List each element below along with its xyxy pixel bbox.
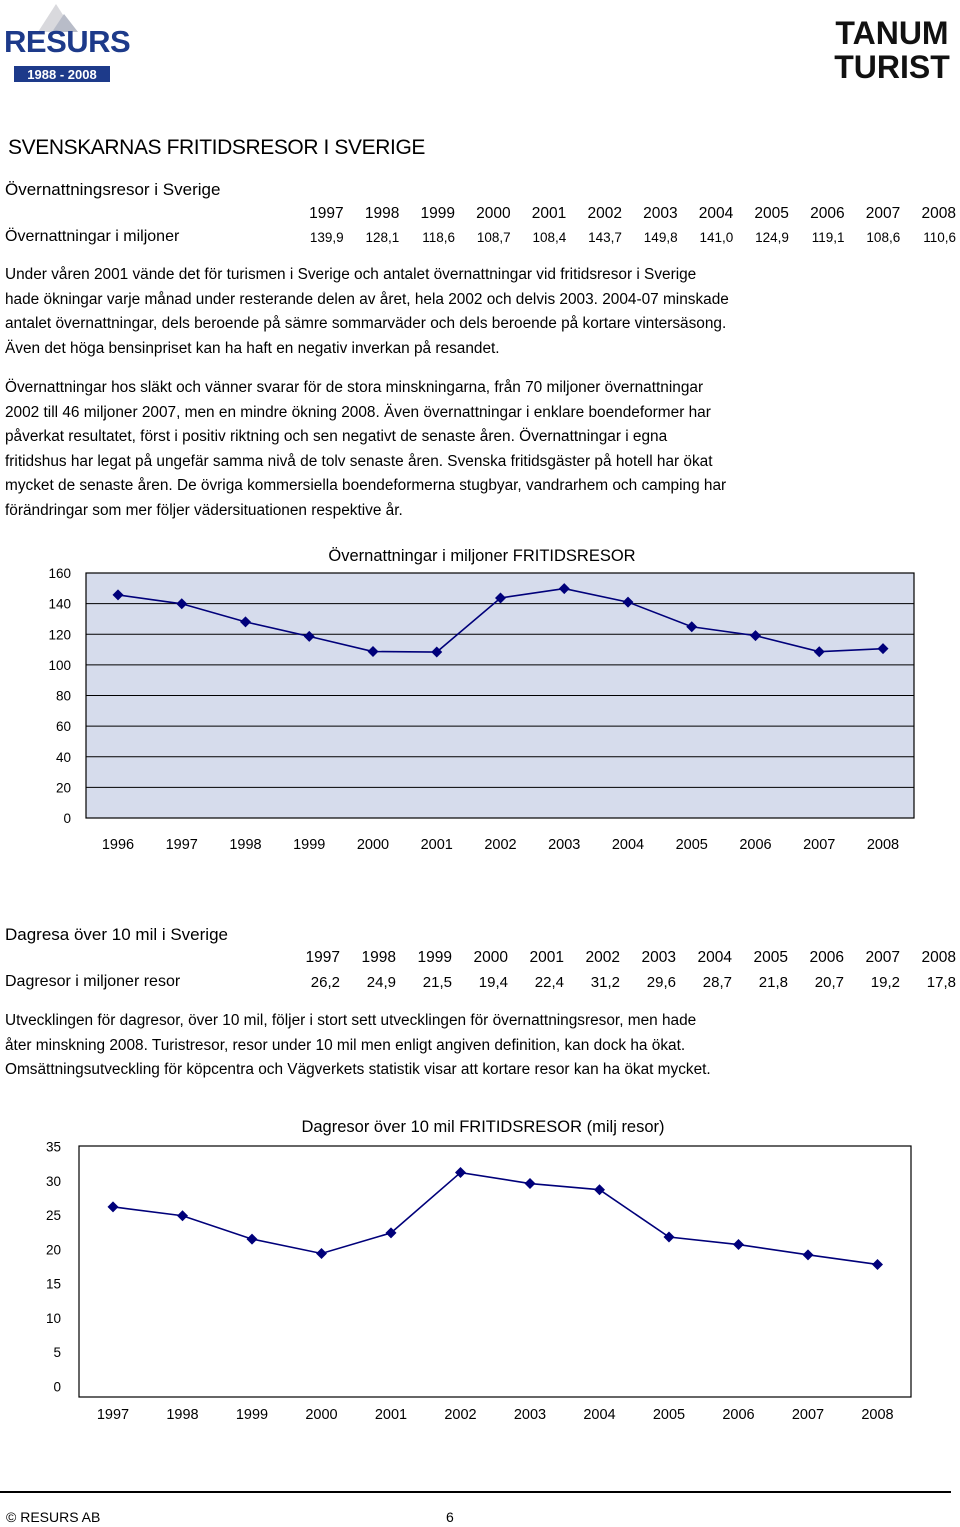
- year-cell: 1998: [361, 949, 396, 966]
- page-number: 6: [446, 1509, 454, 1525]
- year-cell: 2001: [529, 949, 564, 966]
- footer-copyright: © RESURS AB: [6, 1509, 101, 1525]
- y-tick-label: 0: [53, 1379, 61, 1395]
- x-tick-label: 2007: [803, 837, 836, 853]
- logo-turist-text: TURIST: [834, 49, 950, 85]
- x-tick-label: 1999: [293, 837, 326, 853]
- year-cell: 2002: [585, 949, 620, 966]
- x-tick-label: 1997: [96, 1407, 130, 1423]
- y-tick-label: 20: [55, 780, 71, 796]
- logo-resurs-text: RESURS: [4, 24, 131, 59]
- y-tick-label: 120: [48, 627, 71, 643]
- y-tick-label: 20: [45, 1242, 61, 1258]
- value-cell: 20,7: [814, 973, 844, 991]
- overnight-table: [0, 203, 956, 250]
- y-tick-label: 10: [45, 1310, 61, 1326]
- x-tick-label: 2000: [305, 1407, 338, 1423]
- x-tick-label: 2004: [583, 1407, 616, 1423]
- x-tick-label: 2003: [513, 1407, 547, 1423]
- year-cell: 2006: [809, 949, 844, 966]
- daytrip-table: [0, 947, 956, 995]
- table-header-row: [0, 203, 956, 224]
- y-tick-label: 100: [48, 657, 71, 673]
- y-tick-label: 60: [55, 719, 71, 735]
- y-tick-label: 40: [55, 749, 71, 765]
- value-cell: 21,5: [422, 973, 452, 991]
- y-tick-label: 25: [45, 1208, 61, 1224]
- x-tick-label: 2002: [444, 1407, 477, 1423]
- table-header-row: [0, 947, 956, 969]
- year-cell: 2007: [865, 949, 900, 966]
- chart1-x-ticks: [102, 837, 899, 853]
- x-tick-label: 2004: [611, 837, 645, 853]
- y-tick-label: 0: [63, 811, 71, 826]
- value-cell: 19,2: [870, 973, 900, 991]
- value-cell: 29,6: [646, 973, 676, 991]
- year-cell: 1997: [309, 204, 344, 222]
- year-cell: 2001: [531, 204, 567, 222]
- value-cell: 31,2: [590, 973, 620, 991]
- year-cell: 2008: [921, 949, 956, 966]
- value-cell: 139,9: [309, 229, 344, 245]
- y-tick-label: 80: [55, 688, 71, 704]
- footer-rule: [0, 1491, 951, 1527]
- value-cell: 143,7: [588, 229, 622, 245]
- tanum-turist-logo: [830, 14, 954, 84]
- year-cell: 2005: [754, 204, 789, 222]
- year-cell: 2003: [643, 204, 678, 222]
- value-cell: 22,4: [534, 973, 564, 991]
- paragraph-daytrips: Utvecklingen för dagresor, över 10 mil, följer i stort sett utvecklingen för övernattningsresor, men hade åter minskning 2008. Turistresor, resor under 10 mil men enligt angiven definition, kan dock ha ökat. Omsättningsutveckling för köpcentra och Vägverkets statistik visar att kortare resor kan ha ökat mycket.: [5, 1012, 711, 1078]
- value-cell: 128,1: [365, 229, 400, 245]
- x-tick-label: 2006: [739, 837, 772, 853]
- year-cell: 2000: [476, 204, 511, 222]
- value-cell: 108,6: [866, 229, 901, 245]
- table-row: [0, 969, 956, 995]
- x-tick-label: 2003: [548, 837, 581, 853]
- page-title: SVENSKARNAS FRITIDSRESOR I SVERIGE: [8, 136, 425, 159]
- year-cell: 2004: [697, 949, 732, 966]
- chart1-title: Övernattningar i miljoner FRITIDSRESOR: [328, 547, 636, 565]
- x-tick-label: 1997: [165, 837, 198, 853]
- value-cell: 118,6: [422, 229, 455, 245]
- value-cell: 108,4: [532, 229, 567, 245]
- chart2-title: Dagresor över 10 mil FRITIDSRESOR (milj resor): [301, 1118, 665, 1136]
- year-cell: 2000: [473, 949, 508, 966]
- section-title-overnight: Övernattningsresor i Sverige: [5, 180, 221, 199]
- chart1-y-ticks: [48, 566, 71, 826]
- year-cell: 1999: [420, 204, 455, 222]
- x-tick-label: 2006: [722, 1407, 755, 1423]
- paragraph-overnight-trend: Under våren 2001 vände det för turismen i Sverige och antalet övernattningar vid fritidsresor i Sverige hade ökningar varje månad under resterande delen av året, hela 2002 och delvis 2003. 2004-07 minskade antalet övernattningar, dels beroende på sämre sommarväder och dels beroende på kortare vintersäsong. Även det höga bensinpriset kan ha haft en negativ inverkan på resandet.: [5, 266, 729, 357]
- overnight-chart: [0, 540, 960, 860]
- y-tick-label: 15: [45, 1276, 61, 1292]
- value-cell: 119,1: [811, 229, 845, 245]
- resurs-logo: [4, 4, 131, 84]
- table-header-blank: [0, 947, 284, 969]
- row-label: Dagresor i miljoner resor: [5, 973, 181, 990]
- row-label: Övernattningar i miljoner: [5, 228, 180, 245]
- y-tick-label: 5: [53, 1345, 61, 1361]
- x-tick-label: 2008: [866, 837, 900, 853]
- y-tick-label: 140: [48, 596, 71, 612]
- value-cell: 110,6: [923, 229, 956, 245]
- year-cell: 2006: [810, 204, 845, 222]
- value-cell: 28,7: [702, 973, 732, 991]
- x-tick-label: 1998: [229, 837, 262, 853]
- year-cell: 2003: [641, 949, 676, 966]
- value-cell: 149,8: [643, 229, 678, 245]
- value-cell: 17,8: [926, 973, 956, 991]
- value-cell: 124,9: [755, 229, 789, 245]
- x-tick-label: 1999: [235, 1407, 269, 1423]
- x-tick-label: 2001: [420, 837, 453, 853]
- logo-years-text: 1988 - 2008: [27, 67, 97, 82]
- year-cell: 2007: [865, 204, 901, 222]
- year-cell: 2008: [921, 204, 956, 222]
- section-title-daytrips: Dagresa över 10 mil i Sverige: [5, 925, 228, 944]
- paragraph-overnight-details: Övernattningar hos släkt och vänner svarar för de stora minskningarna, från 70 miljoner övernattningar 2002 till 46 miljoner 2007, men en mindre ökning 2008. Även övernattningar i enklare boendeformer har påverkat resultatet, först i positiv riktning och sen negativt de senaste åren. Övernattningar i egna fritidshus har legat på ungefär samma nivå de tolv senaste åren. Svenska fritidsgäster på hotell har ökat mycket de senaste åren. De övriga kommersiella boendeformerna stugbyar, vandrarhem och camping har förändringar som mer följer vädersituationen respektive år.: [5, 379, 727, 519]
- daytrip-chart: [0, 1110, 960, 1430]
- x-tick-label: 2002: [484, 837, 517, 853]
- year-cell: 2005: [753, 949, 788, 966]
- x-tick-label: 1998: [166, 1407, 199, 1423]
- x-tick-label: 2001: [374, 1407, 408, 1423]
- chart2-x-ticks: [97, 1407, 894, 1423]
- x-tick-label: 1996: [101, 837, 135, 853]
- value-cell: 19,4: [478, 973, 508, 991]
- y-tick-label: 160: [48, 566, 71, 581]
- year-cell: 2004: [698, 204, 734, 222]
- value-cell: 26,2: [310, 973, 340, 991]
- table-header-blank: [0, 203, 288, 224]
- value-cell: 141,0: [699, 229, 734, 245]
- year-cell: 1999: [417, 949, 452, 966]
- year-cell: 2002: [587, 204, 622, 222]
- value-cell: 24,9: [366, 973, 396, 991]
- value-cell: 21,8: [758, 973, 788, 991]
- x-tick-label: 2005: [675, 837, 708, 853]
- value-cell: 108,7: [476, 229, 511, 245]
- x-tick-label: 2000: [356, 837, 390, 853]
- table-row: [0, 224, 956, 250]
- x-tick-label: 2008: [861, 1407, 894, 1423]
- x-tick-label: 2007: [791, 1407, 825, 1423]
- y-tick-label: 35: [45, 1139, 61, 1155]
- y-tick-label: 30: [45, 1173, 61, 1189]
- year-cell: 1998: [364, 204, 400, 222]
- chart2-y-ticks: [46, 1140, 61, 1395]
- chart2-plot-area: [79, 1146, 911, 1397]
- logo-tanum-text: TANUM: [835, 15, 949, 51]
- x-tick-label: 2005: [652, 1407, 686, 1423]
- year-cell: 1997: [305, 949, 340, 966]
